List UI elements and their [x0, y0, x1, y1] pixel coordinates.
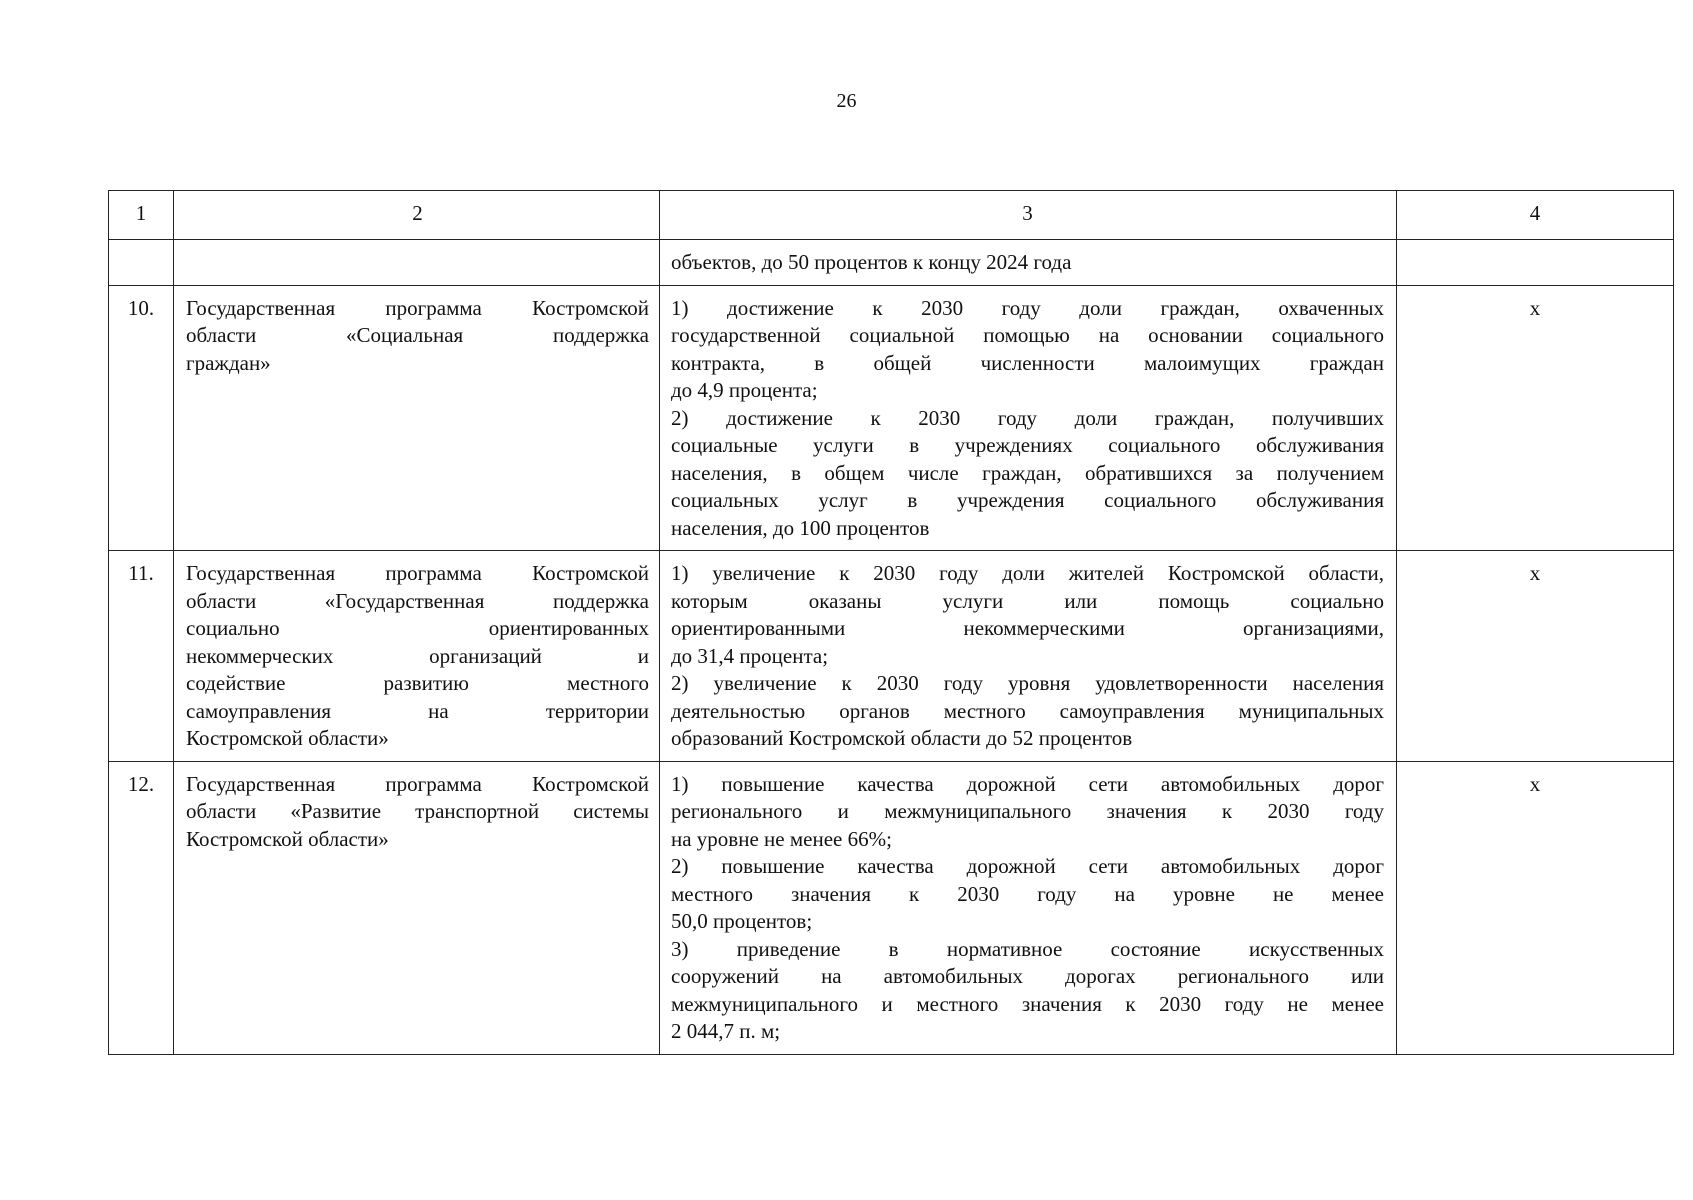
- program-line: Государственная программа Костромской: [186, 561, 649, 585]
- table-row-continuation: [109, 240, 1674, 286]
- goals-line: образований Костромской области до 52 процентов: [671, 726, 1133, 750]
- goals-line: межмуниципального и местного значения к 2030 году не менее: [671, 991, 1384, 1016]
- table-row-10: [109, 285, 1674, 551]
- row-number: [109, 240, 174, 286]
- program-name: [174, 240, 660, 286]
- program-line: Государственная программа Костромской: [186, 295, 649, 320]
- table-row-12: [109, 761, 1674, 1054]
- goals-text: [660, 551, 1397, 762]
- program-line: социально ориентированных: [186, 616, 649, 640]
- goals-line: 50,0 процентов;: [671, 909, 813, 933]
- mark: х: [1397, 551, 1674, 762]
- program-line: области «Социальная поддержка: [186, 323, 649, 347]
- goals-line: социальные услуги в учреждениях социального обслуживания: [671, 433, 1384, 457]
- mark: [1397, 240, 1674, 286]
- goals-text: [660, 240, 1397, 286]
- goals-text: [660, 285, 1397, 551]
- program-line: самоуправления на территории: [186, 698, 649, 723]
- goals-line: местного значения к 2030 году на уровне не менее: [671, 881, 1384, 906]
- header-col-4: 4: [1397, 191, 1674, 240]
- goals-line: государственной социальной помощью на основании социального: [671, 323, 1384, 347]
- goals-line: деятельностью органов местного самоуправления муниципальных: [671, 698, 1384, 723]
- goals-line: ориентированными некоммерческими организациями,: [671, 616, 1384, 640]
- goals-line: 3) приведение в нормативное состояние искусственных: [671, 936, 1384, 961]
- mark: х: [1397, 761, 1674, 1054]
- program-line: Костромской области»: [186, 826, 389, 851]
- header-col-3: 3: [660, 191, 1397, 240]
- goals-line: регионального и межмуниципального значения к 2030 году: [671, 799, 1384, 823]
- goals-line: 1) повышение качества дорожной сети автомобильных дорог: [671, 771, 1384, 796]
- goals-line: сооружений на автомобильных дорогах регионального или: [671, 964, 1384, 988]
- program-line: некоммерческих организаций и: [186, 643, 649, 668]
- goals-line: 2) увеличение к 2030 году уровня удовлетворенности населения: [671, 671, 1384, 695]
- mark: х: [1397, 285, 1674, 551]
- goals-line: 2 044,7 п. м;: [671, 1019, 781, 1043]
- goals-line: 2) достижение к 2030 году доли граждан, получивших: [671, 405, 1384, 430]
- goals-line: объектов, до 50 процентов к концу 2024 года: [671, 250, 1072, 274]
- program-name: [174, 551, 660, 762]
- program-name: [174, 285, 660, 551]
- table-row-11: [109, 551, 1674, 762]
- header-col-1: 1: [109, 191, 174, 240]
- goals-line: населения, в общем числе граждан, обратившихся за получением: [671, 460, 1384, 485]
- program-line: области «Развитие транспортной системы: [186, 799, 649, 823]
- goals-text: [660, 761, 1397, 1054]
- program-name: [174, 761, 660, 1054]
- row-number: 10.: [109, 285, 174, 551]
- goals-table: [108, 190, 1674, 1055]
- table-header-row: [109, 191, 1674, 240]
- program-line: граждан»: [186, 350, 271, 375]
- goals-line: до 31,4 процента;: [671, 643, 829, 668]
- goals-line: на уровне не менее 66%;: [671, 826, 892, 851]
- program-line: Государственная программа Костромской: [186, 771, 649, 796]
- program-line: Костромской области»: [186, 726, 389, 750]
- program-line: области «Государственная поддержка: [186, 588, 649, 613]
- goals-line: контракта, в общей численности малоимущих граждан: [671, 350, 1384, 375]
- goals-line: населения, до 100 процентов: [671, 515, 930, 540]
- program-line: содействие развитию местного: [186, 671, 649, 695]
- goals-line: которым оказаны услуги или помощь социально: [671, 588, 1384, 613]
- row-number: 11.: [109, 551, 174, 762]
- page-number: 26: [836, 90, 857, 112]
- goals-line: до 4,9 процента;: [671, 378, 818, 402]
- goals-line: 1) достижение к 2030 году доли граждан, охваченных: [671, 295, 1384, 320]
- goals-line: 2) повышение качества дорожной сети автомобильных дорог: [671, 854, 1384, 878]
- goals-line: 1) увеличение к 2030 году доли жителей Костромской области,: [671, 561, 1384, 585]
- goals-line: социальных услуг в учреждения социального обслуживания: [671, 488, 1384, 512]
- header-col-2: 2: [174, 191, 660, 240]
- row-number: 12.: [109, 761, 174, 1054]
